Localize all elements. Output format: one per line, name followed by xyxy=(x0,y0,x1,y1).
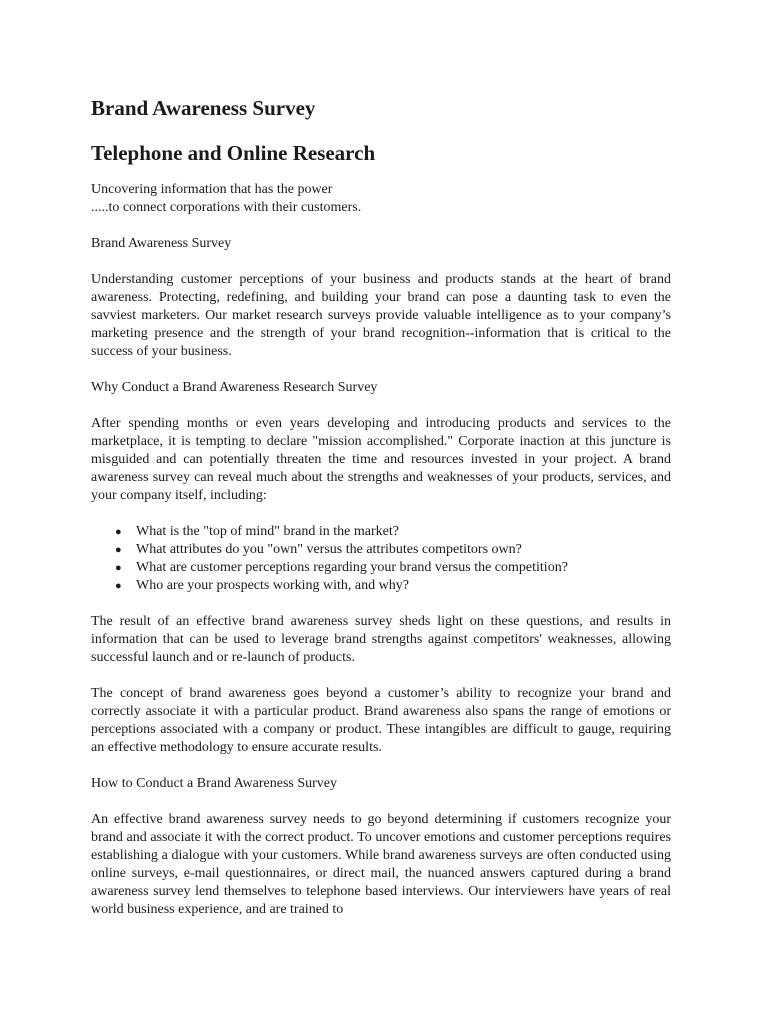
bullet-icon: ● xyxy=(115,562,122,574)
list-item-text: What attributes do you "own" versus the attributes competitors own? xyxy=(136,542,522,557)
document-subtitle: Telephone and Online Research xyxy=(91,141,376,165)
list-item-text: What is the "top of mind" brand in the market? xyxy=(136,524,399,539)
paragraph-understanding: Understanding customer perceptions of your business and products stands at the heart of brand awareness. Protecting, redefining, and building your brand can pose a daunting task to even the savviest marketers. Our market research surveys provide valuable intelligence as to your company’s marketing presence and the strength of your brand recognition--information that is critical to the success of your business. xyxy=(91,272,671,359)
paragraph-after-spending: After spending months or even years developing and introducing products and services to the marketplace, it is tempting to declare "mission accomplished." Corporate inaction at this juncture is misguided and can potentially threaten the time and resources invested in your project. A brand awareness survey can reveal much about the strengths and weaknesses of your products, services, and your company itself, including: xyxy=(91,416,671,503)
document-title: Brand Awareness Survey xyxy=(91,96,316,120)
section-label-why-conduct: Why Conduct a Brand Awareness Research Survey xyxy=(91,380,378,395)
bullet-icon: ● xyxy=(115,580,122,592)
bullet-icon: ● xyxy=(115,544,122,556)
paragraph-result: The result of an effective brand awareness survey sheds light on these questions, and results in information that can be used to leverage brand strengths against competitors' weaknesses, allowing successful launch and or re-launch of products. xyxy=(91,614,671,665)
list-item-text: Who are your prospects working with, and why? xyxy=(136,578,409,593)
tagline xyxy=(91,181,671,217)
paragraph-concept: The concept of brand awareness goes beyond a customer’s ability to recognize your brand and correctly associate it with a particular product. Brand awareness also spans the range of emotions or perceptions associated with a company or product. These intangibles are difficult to gauge, requiring an effective methodology to ensure accurate results. xyxy=(91,686,671,755)
list-item-text: What are customer perceptions regarding your brand versus the competition? xyxy=(136,560,568,575)
section-label-how-to-conduct: How to Conduct a Brand Awareness Survey xyxy=(91,776,338,791)
bullet-icon: ● xyxy=(115,526,122,538)
list-item xyxy=(115,577,671,595)
question-list xyxy=(91,523,671,595)
document-page xyxy=(91,0,671,1024)
list-item xyxy=(115,541,671,559)
section-label-brand-awareness-survey: Brand Awareness Survey xyxy=(91,236,232,251)
list-item xyxy=(115,523,671,541)
tagline-line-1: Uncovering information that has the power xyxy=(91,182,333,197)
list-item xyxy=(115,559,671,577)
paragraph-effective-survey: An effective brand awareness survey needs to go beyond determining if customers recognize your brand and associate it with the correct product. To uncover emotions and customer perceptions requires establishing a dialogue with your customers. While brand awareness surveys are often conducted using online surveys, e-mail questionnaires, or direct mail, the nuanced answers captured during a brand awareness survey lend themselves to telephone based interviews. Our interviewers have years of real world business experience, and are trained to xyxy=(91,812,671,917)
document-body xyxy=(91,235,671,937)
tagline-line-2: .....to connect corporations with their customers. xyxy=(91,200,362,215)
